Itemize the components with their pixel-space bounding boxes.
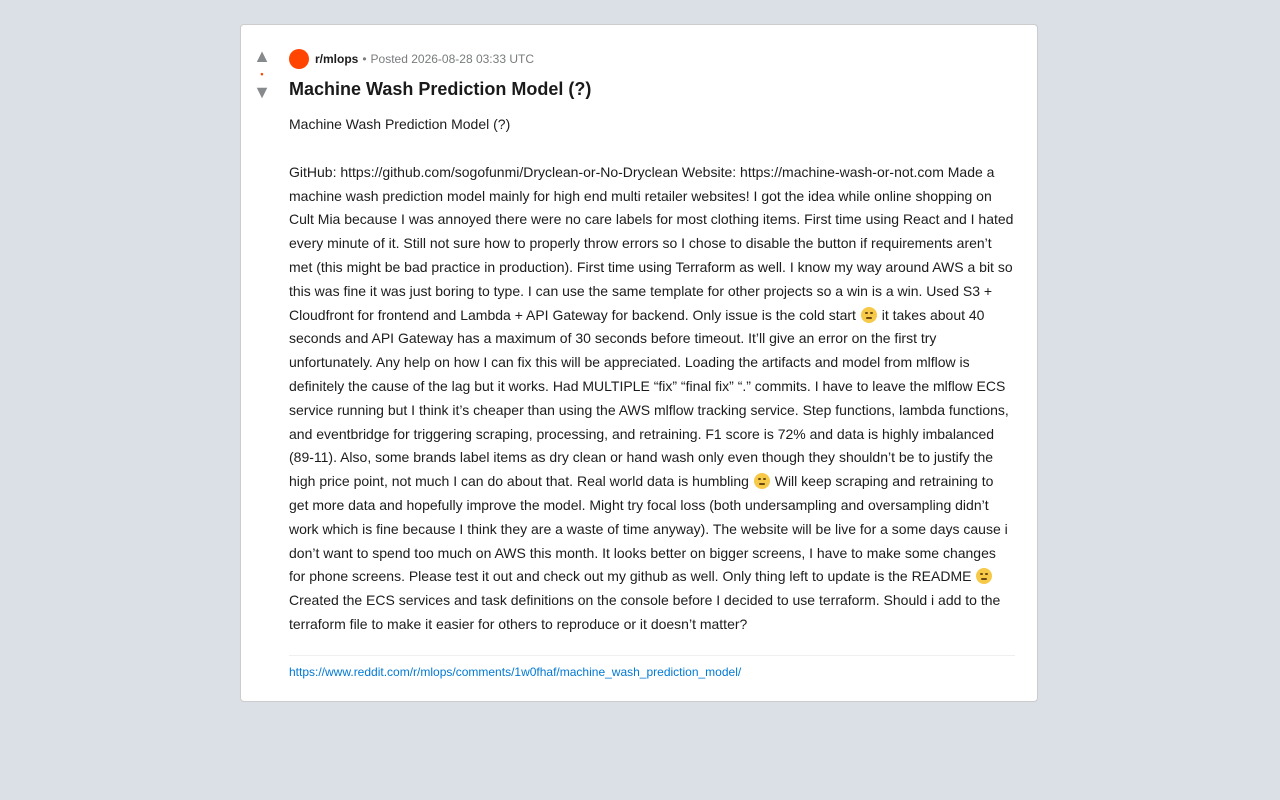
post-card [240, 24, 1038, 702]
vote-score: • [260, 69, 264, 79]
relieved-face-icon [754, 473, 770, 489]
meta-separator: • [362, 52, 367, 66]
arrow-down-icon[interactable]: ▼ [253, 82, 271, 102]
post-body-main [289, 161, 1015, 637]
subreddit-icon[interactable] [289, 49, 309, 69]
post-body-segment-3: Will keep scraping and retraining to get more data and hopefully improve the model. Might try focal loss (both undersampling and oversampling didn’t work which is fine because I think they are a waste of time anyway). The website will be live for a some days cause i don’t want to spend too much on AWS this month. It looks better on bigger screens, I have to make some changes for phone screens. Please test it out and check out my github as well. Only thing left to update is the README [289, 473, 1008, 585]
post-body-segment-1: GitHub: https://github.com/sogofunmi/Dryclean-or-No-Dryclean Website: https://machine-wash-or-not.com Made a machine wash prediction model mainly for high end multi retailer websites! I got the idea while online shopping on Cult Mia because I was annoyed there were no care labels for most clothing items. First time using React and I hated every minute of it. Still not sure how to properly throw errors so I chose to disable the button if requirements aren’t met (this might be bad practice in production). First time using Terraform as well. I know my way around AWS a bit so this was fine it was just boring to type. I can use the same template for other projects so a win is a win. Used S3 + Cloudfront for frontend and Lambda + API Gateway for backend. Only issue is the cold start [289, 163, 1014, 323]
subreddit-link[interactable]: r/mlops [315, 52, 359, 66]
post-permalink[interactable]: https://www.reddit.com/r/mlops/comments/1w0fhaf/machine_wash_prediction_model/ [289, 664, 742, 679]
post-body-intro: Machine Wash Prediction Model (?) [289, 116, 511, 132]
post-footer [289, 655, 1015, 679]
post-body [289, 113, 1015, 637]
vote-column [241, 47, 283, 101]
post-title[interactable]: Machine Wash Prediction Model (?) [289, 79, 592, 99]
relieved-face-icon [976, 568, 992, 584]
post-content [289, 49, 1015, 679]
smiling-face-with-tear-icon [861, 307, 877, 323]
arrow-up-icon[interactable]: ▲ [253, 46, 271, 66]
post-body-segment-2: it takes about 40 seconds and API Gateway has a maximum of 30 seconds before timeout. It’ll give an error on the first try unfortunately. Any help on how I can fix this will be appreciated. Loading the artifacts and model from mlflow is definitely the cause of the lag but it works. Had MULTIPLE “fix” “final fix” “.” commits. I have to leave the mlflow ECS service running but I think it’s cheaper than using the AWS mlflow tracking service. Step functions, lambda functions, and eventbridge for triggering scraping, processing, and retraining. F1 score is 72% and data is highly imbalanced (89-11). Also, some brands label items as dry clean or hand wash only even though they shouldn’t be to justify the high price point, not much I can do about that. Real world data is humbling [289, 306, 1009, 490]
post-meta [289, 49, 1015, 69]
post-body-segment-4: Created the ECS services and task definitions on the console before I decided to use terraform. Should i add to the terraform file to make it easier for others to reproduce or it doesn’t matter? [289, 592, 1001, 632]
post-timestamp: Posted 2026-08-28 03:33 UTC [370, 52, 534, 66]
